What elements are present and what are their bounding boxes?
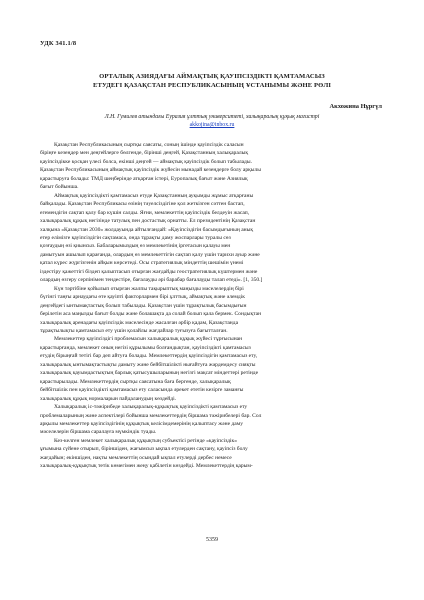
- paragraph: [40, 192, 384, 285]
- text-line: Кез-келген мемлекет халықаралық құқықтың субъектісі ретінде «қауіпсіздік»: [54, 437, 237, 444]
- text-line: қауіпсіздікке қосқан үлесі болса, екінші деңгей — аймақтық қауіпсіздік болып табылады.: [40, 158, 252, 165]
- text-line: ұғымына сүйене отырып, біріншіден, жағымсыз ықпал етулерден сақтану, қауіпсіз болу: [40, 446, 248, 453]
- text-line: бейбітшілік пен қауіпсіздікті қамтамасыз ету саласында әрекет ететін кезірге заманғы: [40, 387, 244, 394]
- text-line: халықаралық құқық нормаларын пайдаланудың көздейді.: [40, 395, 177, 402]
- body-text: [40, 141, 384, 471]
- text-line: жағдайын; екіншіден, нақты мемлекеттің осындай ықпал етулерді дербес немесе: [40, 454, 232, 461]
- text-line: біріңғе кезеңдер мен деңгейлерге бөлгенде, бірінші деңгей, Қазақстанның халықаралық: [40, 150, 249, 157]
- paragraph: [40, 335, 384, 403]
- text-line: Күн тәртібіне қойылып отырған жалпы тақырыптық маңызды мәселелердің бірі: [54, 285, 244, 292]
- text-line: етер елімізге қауіпсіздігін сақтамаса, онда тұрақты даму жоспарлары туралы сөз: [40, 234, 231, 241]
- text-line: Аймақтық қауіпсіздікті қамтамасыз етуде Қазақстанның ауқымды жұмыс атқарғаны: [54, 192, 254, 199]
- text-line: халқына «Қазақстан 2030» жолдауында айтылғандай: «Қауіпсіздігін басымдығының анық: [40, 226, 254, 233]
- text-line: халықаралық-құқықтық тетік көмегімен жеңу қабілетін көздейді. Мемлекеттердің қарым-: [40, 463, 253, 470]
- author-name: Акхожина Нұргүл: [329, 103, 382, 110]
- text-line: мәселелерін біршама саралауға мүмкіндік туады.: [40, 429, 157, 436]
- text-line: тұрақтылықты қамтамасыз ету үшін қолайлы жағдайлар туғызуға бағытталған.: [40, 327, 228, 334]
- title-line-2: ЕТУДЕГІ ҚАЗАҚСТАН РЕСПУБЛИКАСЫНЫҢ ҰСТАНЫМЫ ЖӘНЕ РӨЛІ: [92, 82, 331, 89]
- text-line: халықаралық қауымдастықтың барлық қатысушыларының негізгі мақсат міндеттері ретінде: [40, 370, 259, 377]
- paper-title: [40, 72, 384, 90]
- text-line: етудің бірыңғай тетігі бар деп айтуға болады. Мемлекеттердің қауіпсіздігін қамтамасыз ету,: [40, 353, 258, 360]
- text-line: Қазақстан Республикасының сыртқы саясаты, соның ішінде қауіпсіздік саласын: [54, 142, 244, 148]
- author-email[interactable]: akkojina@inbox.ru: [189, 122, 235, 128]
- text-line: қатал күрес жүргізгенін айқын көрсетеді. Осы стратегиялық міндеттің шешімін үнемі: [40, 260, 244, 267]
- text-line: байқалады. Қазақстан Республикасы өзінің тәуелсіздігіне қол жеткізген сәттен бастап,: [40, 201, 245, 208]
- author-affiliation: Л.Н. Гумилев атындағы Еуразия ұлттық университеті, халықаралық құқық магистрі: [104, 114, 320, 120]
- text-line: бағыт бойынша.: [40, 184, 79, 191]
- paragraph: [40, 403, 384, 437]
- text-line: олардың өзгеру серпінімен тендестіре, бағалауды әрі барабар бағалауды талап етеді». [1, 350.]: [40, 277, 263, 284]
- text-line: іздестіру қажеттігі біздеп қалыптасып отырған жағдайды геостратегиялық күштермен және: [40, 268, 258, 275]
- text-line: халықаралық ынтымақтастықты дамыту және бейбітшілікті нығайтуға жәрдемдесу сияқты: [40, 361, 256, 368]
- udk-code: УДК 341.1/8: [40, 40, 77, 47]
- title-line-1: ОРТАЛЫҚ АЗИЯДАҒЫ АЙМАҚТЫҚ ҚАУІПСІЗДІКТІ ҚАМТАМАСЫЗ: [99, 73, 325, 80]
- text-line: халықаралық аренадағы қауіпсіздік мәселесінде жасалған әрбір қадам, Қазақстанда: [40, 319, 239, 326]
- text-line: деңгейдегі ынтымақтастық болып табылады. Қазақстан үшін тұрақтылық басымдығын: [40, 302, 247, 309]
- text-line: дамытуын ашылып қарағанда, олардың өз мемлекеттігін сақтап қалу үшін тарихи ауыр және: [40, 251, 260, 258]
- text-line: қарастырғанда, мемлекет оның негізі құрылымы болғандықтан, қауіпсіздікті қамтамасыз: [40, 344, 251, 351]
- paragraph: [40, 285, 384, 336]
- paragraph: [40, 437, 384, 471]
- text-line: егемендігін сақтап қалу бар күшін салды. Яғни, мемлекеттің қауіпсіздік белдеуін жасап,: [40, 209, 250, 216]
- text-line: халықаралық құқық негізінде татулық пен достастық орнатты. Ел президентінің Қазақстан: [40, 218, 256, 225]
- text-line: Мемлекеттер қауіпсіздігі проблемасын халықаралық құқық жүйесі тұрғысынан: [54, 336, 243, 343]
- text-line: Қазақстан Республикасының аймақтық қауіпсіздік жүйесін мынадай кезеңдерге болу арқылы: [40, 167, 262, 174]
- text-line: қозғаудың өзі қиынсыз. Бабаларымыздың өз мемлекетінің іргетасын қалауы мен: [40, 243, 231, 250]
- text-line: бүгінгі таңғы арнаудағы өте қауіпті факторлармен бірі ұлттық, аймақтық және әлемдік: [40, 294, 245, 301]
- page-number: 5359: [206, 537, 218, 543]
- text-line: Халықаралық іс-тәжірибеде халықаралық-құқықтық қауіпсіздікті қамтамасыз ету: [54, 404, 248, 411]
- text-line: қарастырылады. Мемлекеттердің сыртқы саясатына баға бергенде, халықаралық: [40, 378, 231, 385]
- text-line: қарастыруға болады: ТМД шеңберінде атқарған істері, Еуропалық бағыт және Азиялық: [40, 175, 248, 182]
- text-line: берілетін аса маңызды бағыт болды және болашақта да солай болып қала бермек. Сондықтан: [40, 311, 262, 318]
- text-line: арқылы мемлекеттер қауіпсіздігінің құқықтық келісімдемерінің қалыптасу және даму: [40, 420, 243, 427]
- paragraph: [40, 141, 384, 192]
- text-line: проблемаларының және аспектілері бойынша мемлекеттердің біршама тәжірибелері бар. Сол: [40, 412, 262, 419]
